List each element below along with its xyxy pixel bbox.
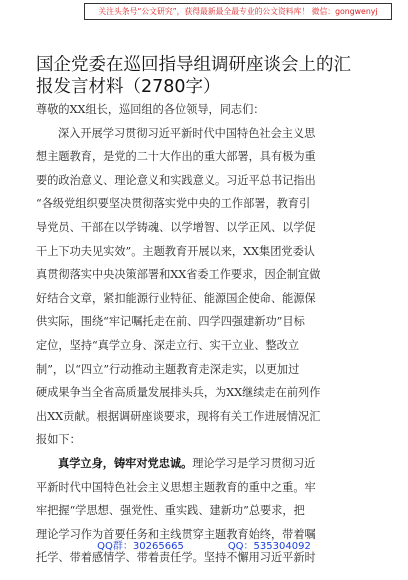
paragraph-line: 要的政治意义、理论意义和实践意义。习近平总书记指出 (36, 173, 316, 187)
paragraph-line: 真贯彻落实中央决策部署和XX省委工作要求，因企制宜做 (36, 268, 321, 282)
paragraph-line: 干上下功夫见实效”。主题教育开展以来，XX集团党委认 (36, 244, 315, 258)
paragraph-line: 定位，坚持“真学立身、深走立行、实干立业、整改立 (36, 338, 300, 352)
qq-group-number: QQ群：30265665 (97, 541, 184, 552)
section-heading: 真学立身，铸牢对党忠诚。 (58, 455, 193, 470)
footer-contact (0, 537, 408, 552)
paragraph-line: 供实际，围绕“牢记嘱托走在前、四学四强建新功”目标 (36, 315, 305, 329)
paragraph-line: 报如下： (36, 433, 81, 447)
paragraph-line: 深入开展学习贯彻习近平新时代中国特色社会主义思 (58, 126, 316, 140)
paragraph-line: 平新时代中国特色社会主义思想主题教育的重中之重。牢 (36, 480, 316, 494)
paragraph-line: “各级党组织要坚决贯彻落实党中央的工作部署，教育引 (36, 197, 311, 211)
paragraph-line: 硬成果争当全省高质量发展排头兵，为XX继续走在前列作 (36, 386, 321, 400)
header-banner: 关注头条号“公文研究”，获得最新最全最专业的公文资料库！ 微信：gongwenyj (84, 3, 392, 20)
paragraph-line: 想主题教育，是党的二十大作出的重大部署，具有极为重 (36, 150, 316, 164)
paragraph-line: 好结合文章，紧扣能源行业特征、能源国企使命、能源保 (36, 291, 316, 305)
title-line-2: 报发言材料（2780字） (36, 77, 221, 97)
paragraph-line: 出XX贡献。根据调研座谈要求，现将有关工作进展情况汇 (36, 409, 321, 423)
paragraph-line: 理论学习作为首要任务和主线贯穿主题教育始终，带着嘱 (36, 527, 316, 541)
paragraph-line: 导党员、干部在以学铸魂、以学增智、以学正风、以学促 (36, 220, 316, 234)
document-title (36, 54, 388, 98)
paragraph-line: 制”，以“四立”行动推动主题教育走深走实，以更加过 (36, 362, 300, 376)
qq-number: QQ：535304092 (227, 541, 311, 552)
section-first-line-text: 理论学习是学习贯彻习近 (192, 456, 316, 470)
section-first-line (36, 452, 376, 476)
document-body (36, 98, 376, 570)
title-line-1: 国企党委在巡回指导组调研座谈会上的汇 (36, 55, 351, 75)
salutation: 尊敬的XX组长，巡回组的各位领导，同志们： (36, 103, 265, 116)
paragraph-line: 托学、带着感情学、带着责任学。坚持不懈用习近平新时 (36, 551, 316, 565)
paragraph-line: 牢把握“学思想、强党性、重实践、建新功”总要求，把 (36, 504, 305, 518)
